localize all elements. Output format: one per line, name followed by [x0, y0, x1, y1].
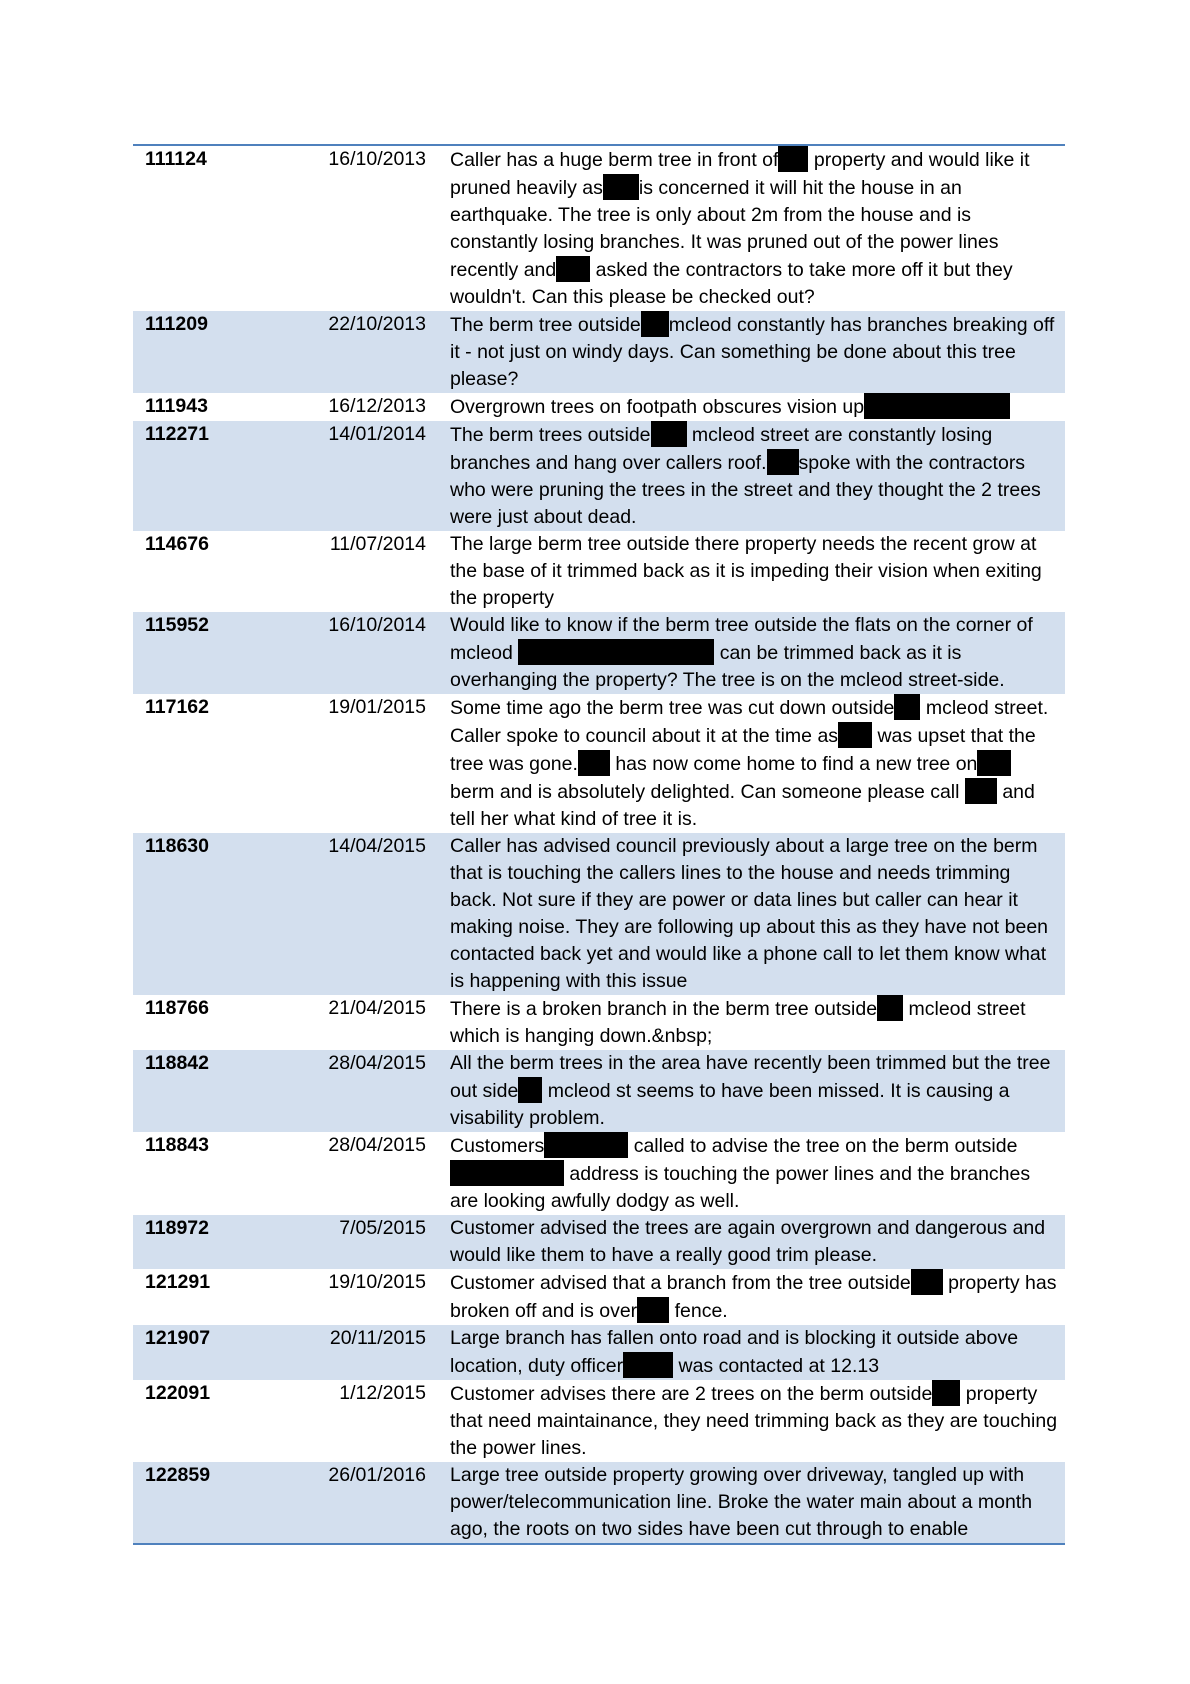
request-description	[426, 311, 1065, 393]
description-text: property has broken off and is over	[450, 1272, 1057, 1322]
description-text: mcleod street are constantly losing branches and hang over callers roof.	[450, 424, 993, 474]
table-row	[133, 1269, 1065, 1325]
description-text: The large berm tree outside there property needs the recent grow at the base of it trimmed back as it is impeding their vision when exiting the property	[450, 533, 1042, 609]
request-date: 22/10/2013	[328, 313, 426, 335]
description-text: and tell her what kind of tree it is.	[450, 781, 1035, 830]
table-row	[133, 694, 1065, 833]
redaction-block	[544, 1132, 628, 1158]
redaction-block	[767, 449, 799, 475]
redaction-block	[637, 1297, 669, 1323]
description-text: Caller has advised council previously about a large tree on the berm that is touching the callers lines to the house and needs trimming back. Not sure if they are power or data lines but caller can hear it making noise. They are following up about this as they have not been contacted back yet and would like a phone call to let them know what is happening with this issue	[450, 835, 1049, 992]
request-description	[426, 1050, 1065, 1132]
request-id: 118630	[145, 835, 209, 857]
request-date: 16/12/2013	[328, 395, 426, 417]
description-text: can be trimmed back as it is overhanging the property? The tree is on the mcleod street-side.	[450, 642, 1005, 691]
redaction-block	[518, 639, 714, 665]
service-request-table	[133, 144, 1065, 1545]
request-id: 117162	[145, 696, 209, 718]
description-text: property and would like it pruned heavily as	[450, 149, 1030, 199]
request-id: 111943	[145, 395, 208, 417]
redaction-block	[965, 778, 997, 804]
description-text: Customers	[450, 1135, 545, 1157]
redaction-block	[578, 750, 610, 776]
redaction-block	[623, 1352, 673, 1378]
description-text: has now come home to find a new tree on	[609, 753, 978, 775]
table-row	[133, 421, 1065, 531]
request-id: 115952	[145, 614, 209, 636]
description-text: Would like to know if the berm tree outside the flats on the corner of mcleod	[450, 614, 1033, 664]
description-text: Large tree outside property growing over driveway, tangled up with power/telecommunication line. Broke the water main about a month ago, the roots on two sides have been cut through to enable	[450, 1464, 1033, 1540]
redaction-block	[877, 995, 903, 1021]
table-row	[133, 1050, 1065, 1132]
table-row	[133, 311, 1065, 393]
request-description	[426, 421, 1065, 531]
request-date: 16/10/2014	[328, 614, 426, 636]
table-row	[133, 146, 1065, 311]
request-id: 122091	[145, 1382, 211, 1404]
description-text: Customer advised the trees are again overgrown and dangerous and would like them to have a really good trim please.	[450, 1217, 1046, 1266]
request-id: 118766	[145, 997, 209, 1019]
redaction-block	[556, 256, 590, 282]
request-date: 28/04/2015	[328, 1134, 426, 1156]
request-id: 112271	[145, 423, 209, 445]
redaction-block	[641, 311, 669, 337]
request-id: 118843	[145, 1134, 209, 1156]
table-row	[133, 1462, 1065, 1543]
redaction-block	[932, 1380, 960, 1406]
request-date: 11/07/2014	[329, 533, 426, 555]
description-text: All the berm trees in the area have recently been trimmed but the tree out side	[450, 1052, 1051, 1102]
request-date: 1/12/2015	[339, 1382, 426, 1404]
request-description	[426, 694, 1065, 833]
redaction-block	[864, 393, 1010, 419]
request-description	[426, 1132, 1065, 1215]
request-date: 28/04/2015	[328, 1052, 426, 1074]
description-text: is concerned it will hit the house in an earthquake. The tree is only about 2m from the house and is constantly losing branches. It was pruned out of the power lines recently and	[450, 177, 999, 281]
redaction-block	[838, 722, 872, 748]
redaction-block	[977, 750, 1011, 776]
redaction-block	[603, 174, 639, 200]
table-row	[133, 612, 1065, 694]
request-description	[426, 612, 1065, 694]
request-id: 121291	[145, 1271, 211, 1293]
description-text: asked the contractors to take more off it but they wouldn't. Can this please be checked out?	[450, 259, 1013, 308]
description-text: There is a broken branch in the berm tree outside	[450, 998, 878, 1020]
description-text: Caller has a huge berm tree in front of	[450, 149, 779, 171]
table-row	[133, 833, 1065, 995]
description-text: Large branch has fallen onto road and is blocking it outside above location, duty officer	[450, 1327, 1019, 1377]
request-id: 118842	[145, 1052, 209, 1074]
description-text: Some time ago the berm tree was cut down outside	[450, 697, 895, 719]
request-date: 21/04/2015	[328, 997, 426, 1019]
redaction-block	[518, 1077, 542, 1103]
table-row	[133, 1132, 1065, 1215]
description-text: was upset that the tree was gone.	[450, 725, 1036, 775]
description-text: spoke with the contractors who were pruning the trees in the street and they thought the 2 trees were just about dead.	[450, 452, 1041, 528]
redaction-block	[778, 146, 808, 172]
description-text: mcleod street which is hanging down.&nbsp;	[450, 998, 1026, 1047]
description-text: was contacted at 12.13	[673, 1355, 880, 1377]
redaction-block	[651, 421, 687, 447]
redaction-block	[911, 1269, 943, 1295]
redaction-block	[894, 694, 920, 720]
request-description	[426, 833, 1065, 995]
request-id: 121907	[145, 1327, 211, 1349]
table-row	[133, 1325, 1065, 1380]
request-description	[426, 1325, 1065, 1380]
request-description	[426, 1215, 1065, 1269]
description-text: The berm trees outside	[450, 424, 651, 446]
description-text: Overgrown trees on footpath obscures vision up	[450, 396, 865, 418]
description-text: mcleod constantly has branches breaking off it - not just on windy days. Can something be done about this tree please?	[450, 314, 1055, 390]
table-row	[133, 531, 1065, 612]
description-text: Customer advised that a branch from the tree outside	[450, 1272, 911, 1294]
request-description	[426, 995, 1065, 1050]
request-date: 19/01/2015	[328, 696, 426, 718]
request-description	[426, 1462, 1065, 1543]
table-row	[133, 995, 1065, 1050]
request-date: 19/10/2015	[328, 1271, 426, 1293]
request-date: 16/10/2013	[328, 148, 426, 170]
description-text: The berm tree outside	[450, 314, 641, 336]
description-text: address is touching the power lines and the branches are looking awfully dodgy as well.	[450, 1163, 1031, 1212]
request-id: 111124	[145, 148, 207, 170]
request-id: 114676	[145, 533, 209, 555]
description-text: mcleod street. Caller spoke to council about it at the time as	[450, 697, 1049, 747]
request-description	[426, 1269, 1065, 1325]
description-text: berm and is absolutely delighted. Can someone please call	[450, 781, 965, 803]
description-text: Customer advises there are 2 trees on the berm outside	[450, 1383, 933, 1405]
description-text: mcleod st seems to have been missed. It is causing a visability problem.	[450, 1080, 1010, 1129]
request-id: 118972	[145, 1217, 209, 1239]
request-id: 111209	[145, 313, 208, 335]
request-description	[426, 146, 1065, 311]
table-row	[133, 1215, 1065, 1269]
request-date: 7/05/2015	[339, 1217, 426, 1239]
request-date: 20/11/2015	[329, 1327, 426, 1349]
table-row	[133, 1380, 1065, 1462]
table-row	[133, 393, 1065, 421]
request-description	[426, 1380, 1065, 1462]
description-text: property that need maintainance, they need trimming back as they are touching the power lines.	[450, 1383, 1058, 1459]
request-date: 14/04/2015	[328, 835, 426, 857]
description-text: fence.	[669, 1300, 728, 1322]
request-id: 122859	[145, 1464, 211, 1486]
request-date: 14/01/2014	[328, 423, 426, 445]
request-description	[426, 393, 1065, 421]
redaction-block	[450, 1160, 564, 1186]
request-date: 26/01/2016	[328, 1464, 426, 1486]
description-text: called to advise the tree on the berm outside	[628, 1135, 1018, 1157]
request-description	[426, 531, 1065, 612]
